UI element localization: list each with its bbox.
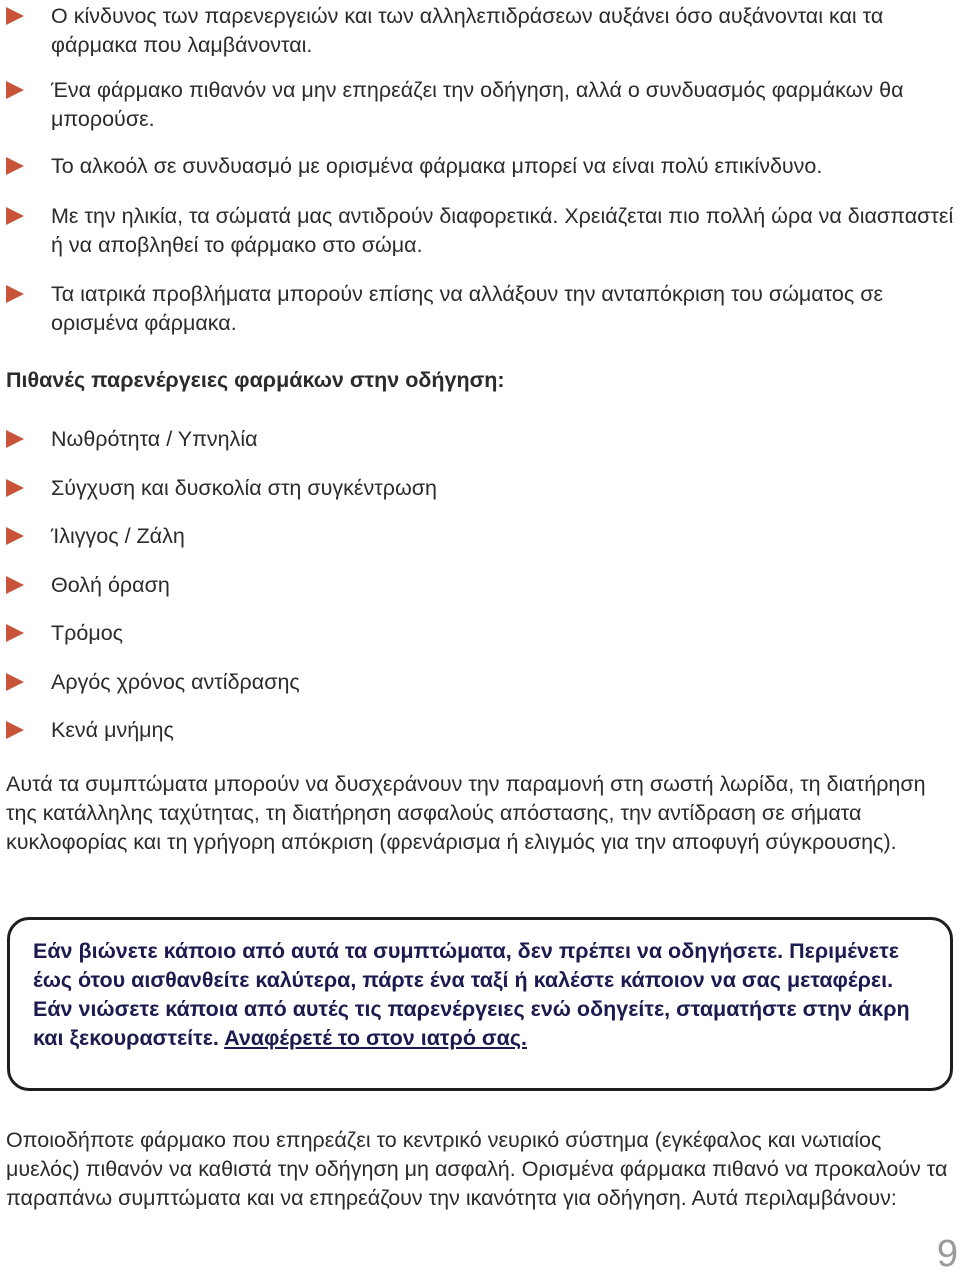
bullet-arrow-icon <box>6 624 24 642</box>
side-effect-text: Σύγχυση και δυσκολία στη συγκέντρωση <box>51 476 437 500</box>
intro-bullet-1 <box>6 2 956 60</box>
side-effect-text: Τρόμος <box>51 621 124 645</box>
side-effect-item <box>6 619 956 648</box>
bullet-arrow-icon <box>6 527 24 545</box>
intro-bullet-text: Με την ηλικία, τα σώματά μας αντιδρούν διαφορετικά. Χρειάζεται πιο πολλή ώρα να διασπαστεί ή να αποβληθεί το φάρμακο στο σώμα. <box>51 204 954 257</box>
intro-bullet-3 <box>6 152 956 181</box>
bullet-arrow-icon <box>6 576 24 594</box>
side-effect-item <box>6 668 956 697</box>
bullet-arrow-icon <box>6 285 24 303</box>
bullet-arrow-icon <box>6 721 24 739</box>
side-effect-text: Νωθρότητα / Υπνηλία <box>51 427 258 451</box>
side-effect-item <box>6 571 956 600</box>
warning-box <box>7 917 953 1091</box>
intro-bullet-text: Ο κίνδυνος των παρενεργειών και των αλληλεπιδράσεων αυξάνει όσο αυξάνονται και τα φάρμακα που λαμβάνονται. <box>51 4 884 57</box>
intro-bullet-4 <box>6 202 956 260</box>
side-effect-text: Θολή όραση <box>51 573 170 597</box>
intro-bullet-2 <box>6 76 956 134</box>
side-effect-item <box>6 474 956 503</box>
symptoms-paragraph: Αυτά τα συμπτώματα μπορούν να δυσχεράνουν την παραμονή στη σωστή λωρίδα, τη διατήρηση της κατάλληλης ταχύτητας, τη διατήρηση ασφαλούς απόστασης, την αντίδραση σε σήματα κυκλοφορίας και τη γρήγορη απόκριση (φρενάρισμα ή ελιγμός για την αποφυγή σύγκρουσης). <box>6 772 926 854</box>
intro-bullet-5 <box>6 280 956 338</box>
warning-main-text: Εάν βιώνετε κάποιο από αυτά τα συμπτώματα, δεν πρέπει να οδηγήσετε. Περιμένετε έως ότου αισθανθείτε καλύτερα, πάρτε ένα ταξί ή καλέστε κάποιον να σας μεταφέρει. Εάν νιώσετε κάποια από αυτές τις παρενέργειες ενώ οδηγείτε, σταματήστε στην άκρη και ξεκουραστείτε. <box>33 939 910 1050</box>
intro-bullet-text: Ένα φάρμακο πιθανόν να μην επηρεάζει την οδήγηση, αλλά ο συνδυασμός φαρμάκων θα μπορούσε. <box>51 78 904 131</box>
side-effect-item <box>6 522 956 551</box>
side-effect-text: Αργός χρόνος αντίδρασης <box>51 670 300 694</box>
bullet-arrow-icon <box>6 7 24 25</box>
side-effects-heading: Πιθανές παρενέργειες φαρμάκων στην οδήγηση: <box>6 368 505 392</box>
report-to-doctor-text: Αναφέρετέ το στον ιατρό σας. <box>224 1026 528 1050</box>
bullet-arrow-icon <box>6 207 24 225</box>
page-number: 9 <box>936 1233 958 1275</box>
bullet-arrow-icon <box>6 157 24 175</box>
side-effect-text: Ίλιγγος / Ζάλη <box>51 524 185 548</box>
bullet-arrow-icon <box>6 81 24 99</box>
intro-bullet-text: Το αλκοόλ σε συνδυασμό με ορισμένα φάρμακα μπορεί να είναι πολύ επικίνδυνο. <box>51 154 823 178</box>
warning-text <box>33 937 938 1053</box>
bullet-arrow-icon <box>6 479 24 497</box>
closing-paragraph: Οποιοδήποτε φάρμακο που επηρεάζει το κεντρικό νευρικό σύστημα (εγκέφαλος και νωτιαίος μυελός) πιθανόν να καθιστά την οδήγηση μη ασφαλή. Ορισμένα φάρμακα πιθανό να προκαλούν τα παραπάνω συμπτώματα και να επηρεάζουν την ικανότητα για οδήγηση. Αυτά περιλαμβάνουν: <box>6 1128 948 1210</box>
side-effect-item <box>6 716 956 745</box>
side-effect-item <box>6 425 956 454</box>
intro-bullet-text: Τα ιατρικά προβλήματα μπορούν επίσης να αλλάξουν την ανταπόκριση του σώματος σε ορισμένα φάρμακα. <box>51 282 884 335</box>
side-effect-text: Κενά μνήμης <box>51 718 174 742</box>
bullet-arrow-icon <box>6 430 24 448</box>
bullet-arrow-icon <box>6 673 24 691</box>
